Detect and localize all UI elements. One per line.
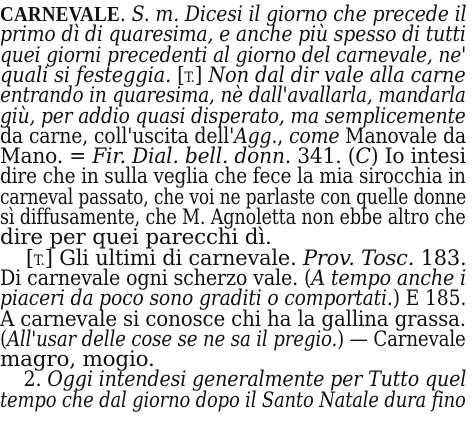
text-segment: 341. ( [291,144,356,170]
text-segment: . [119,2,132,27]
headword: CARNEVALE [0,2,120,26]
text-segment: , [277,123,289,149]
text-segment: carneval passato, che voi ne parlaste con quelle donne [0,184,467,210]
text-segment: magro, mogio. [0,347,155,373]
text-segment: ] [194,62,209,88]
text-segment: [ [171,62,185,88]
text-segment: ) — Carnevale [337,326,466,352]
text-segment: S. m. Dicesi il giorno che precede il [131,2,467,27]
small-caps-marker: T. [184,69,195,86]
text-segment: Prov. Tosc. [302,245,415,271]
text-segment: 183. [414,245,467,271]
text-segment: Agg. [234,123,278,149]
text-segment: tempo che dal giorno dopo il Santo Natale dura fino [0,387,466,413]
text-line [0,388,466,413]
text-segment: Oggi intendesi generalmente per Tutto quel [47,367,467,393]
text-segment: Fir. Dial. bell. donn. [92,144,292,170]
text-segment: ( [0,326,7,352]
small-caps-marker: T. [33,252,45,269]
text-segment: ) Io intesi [370,144,466,170]
text-segment: A carnevale si conosce chi ha la gallina grassa. [0,306,466,332]
text-segment: [ [0,245,34,271]
text-segment: quali si festeggia. [0,62,172,88]
text-segment: Di carnevale ogni scherzo vale. ( [0,265,312,291]
text-segment: piaceri da poco sono graditi o comportati. [0,286,393,312]
text-segment: come [288,123,340,149]
text-segment: entrando in quaresima, nè dall'avallarla, mandarla [0,83,466,109]
text-segment: da carne, coll'uscita dell' [0,123,235,149]
text-segment: Manovale da [339,123,466,149]
text-segment: C [355,144,371,170]
text-segment: A tempo anche i [311,265,467,291]
text-segment: dire per quei parecchi dì. [0,225,272,251]
text-segment: ) E 185. [392,286,467,312]
text-segment: Mano. = [0,144,93,170]
text-segment: quei giorni precedenti al giorno del carnevale, ne' [0,42,467,68]
text-segment: 2. [0,367,48,393]
text-segment: Non dal dir vale alla carne [208,62,466,88]
text-segment: ] Gli ultimi di carnevale. [44,245,303,271]
text-segment: primo dì di quaresima, e anche più spesso di tutti [0,22,466,48]
text-segment: sì diffusamente, che M. Agnoletta non ebbe altro che [0,205,466,230]
text-segment: giù, per addio quasi disperato, ma semplicemente [0,103,466,129]
text-segment: dire che in sulla veglia che fece la mia sirocchia in [0,164,466,190]
text-segment: All'usar delle cose se ne sa il pregio. [6,326,338,352]
